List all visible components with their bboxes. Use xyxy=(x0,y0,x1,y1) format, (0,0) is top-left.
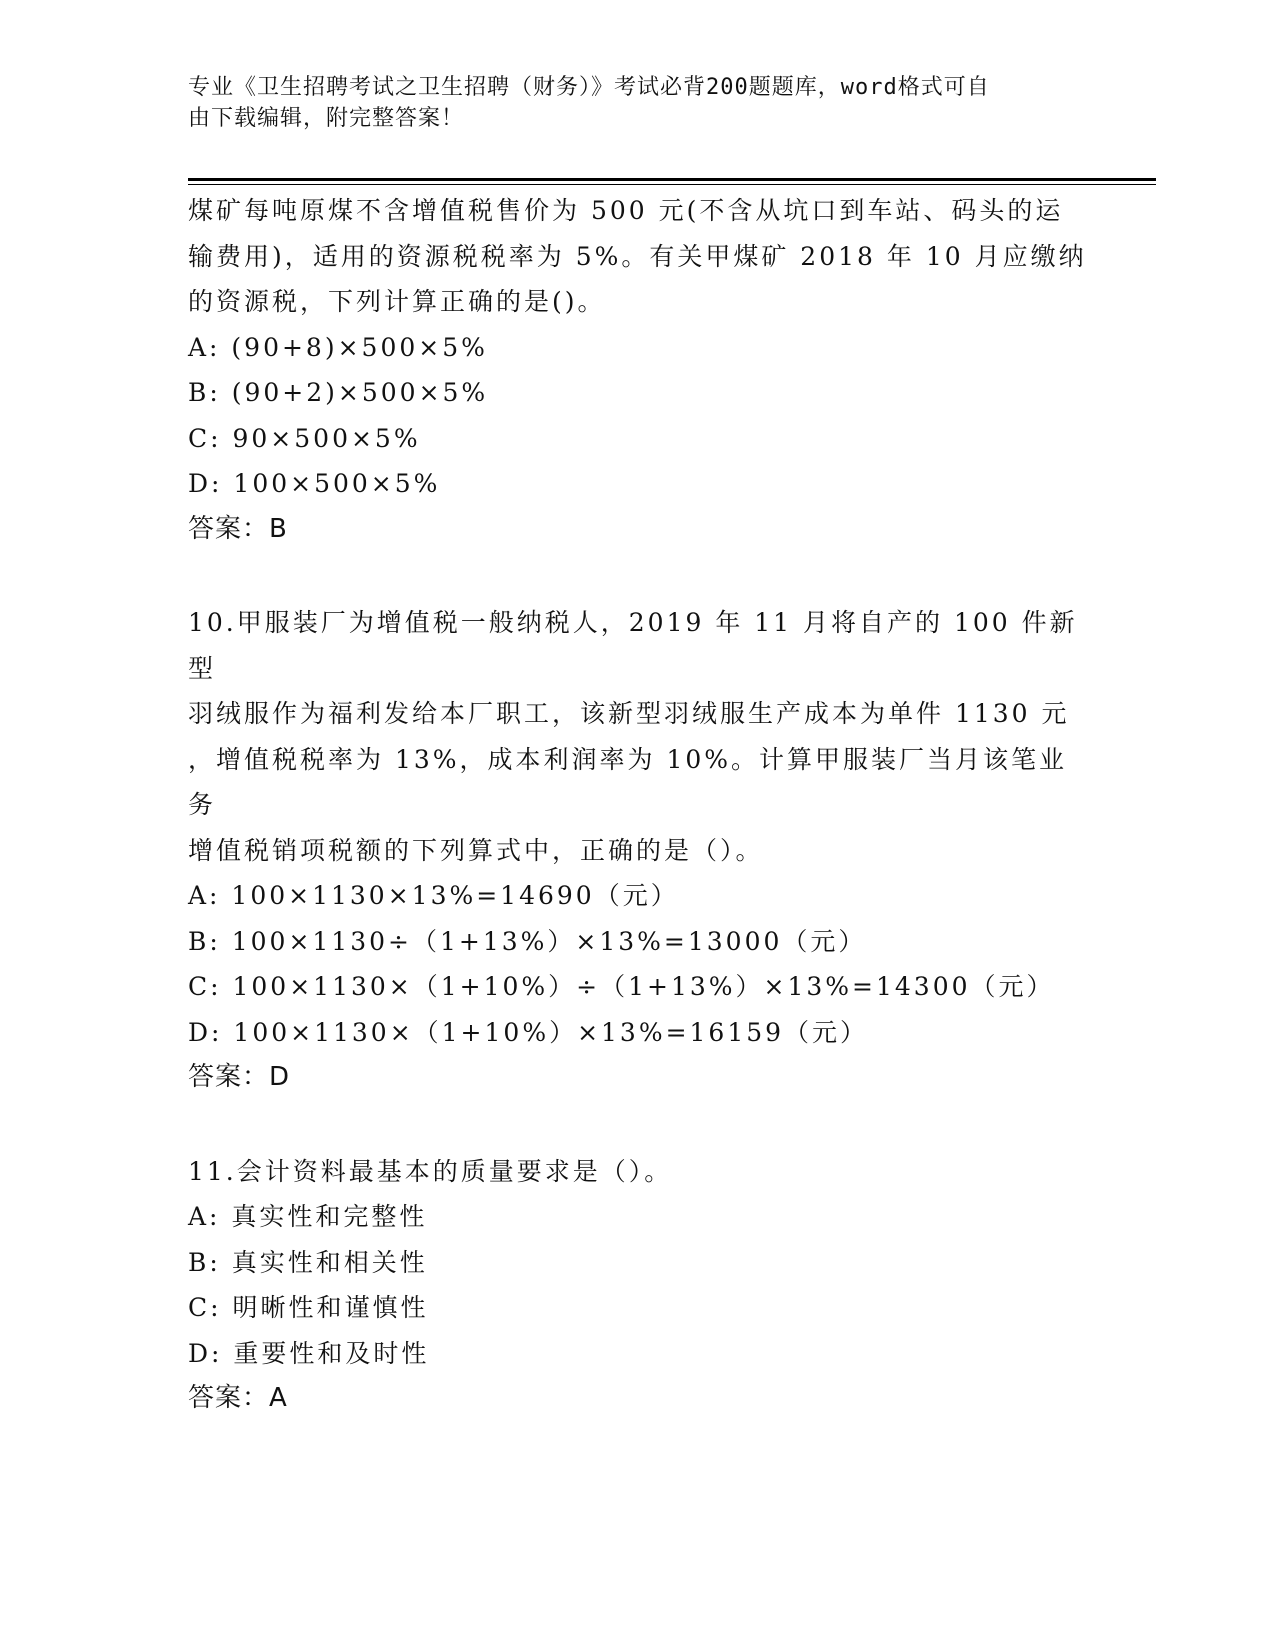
question-stem-line: 煤矿每吨原煤不含增值税售价为 500 元(不含从坑口到车站、码头的运 xyxy=(188,196,1064,225)
spacer xyxy=(188,1101,1088,1149)
option-a: A: (90+8)×500×5% xyxy=(188,332,488,362)
document-body xyxy=(188,188,1088,1422)
header-divider-thin xyxy=(188,184,1156,185)
question-stem-line: 11.会计资料最基本的质量要求是（）。 xyxy=(188,1156,673,1186)
document-header xyxy=(188,72,1068,134)
question-stem-line: 10.甲服装厂为增值税一般纳税人，2019 年 11 月将自产的 100 件新型 xyxy=(188,608,1078,683)
spacer xyxy=(188,552,1088,600)
question-stem-line: 增值税销项税额的下列算式中，正确的是（）。 xyxy=(188,835,764,865)
answer-line: 答案：A xyxy=(188,1383,288,1413)
option-b: B: 100×1130÷（1+13%）×13%=13000（元） xyxy=(188,926,867,956)
question-9 xyxy=(188,188,1088,552)
header-divider-thick xyxy=(188,178,1156,181)
question-10 xyxy=(188,600,1088,1101)
option-c: C: 90×500×5% xyxy=(188,423,421,453)
option-d: D: 重要性和及时性 xyxy=(188,1338,430,1368)
option-a: A: 真实性和完整性 xyxy=(188,1202,428,1231)
option-d: D: 100×500×5% xyxy=(188,469,441,498)
header-line-2: 由下载编辑，附完整答案！ xyxy=(188,106,465,131)
option-d: D: 100×1130×（1+10%）×13%=16159（元） xyxy=(188,1017,869,1047)
header-line-1: 专业《卫生招聘考试之卫生招聘（财务）》考试必背200题题库，word格式可自 xyxy=(188,75,990,100)
question-stem-line: ，增值税税率为 13%，成本利润率为 10%。计算甲服装厂当月该笔业务 xyxy=(188,744,1068,819)
answer-line: 答案：D xyxy=(188,1062,291,1092)
option-b: B: (90+2)×500×5% xyxy=(188,378,489,407)
question-11 xyxy=(188,1149,1088,1422)
answer-line: 答案：B xyxy=(188,513,288,544)
question-stem-line: 输费用)，适用的资源税税率为 5%。有关甲煤矿 2018 年 10 月应缴纳 xyxy=(188,241,1087,271)
question-stem-line: 的资源税，下列计算正确的是()。 xyxy=(188,287,606,316)
option-c: C: 明晰性和谨慎性 xyxy=(188,1293,429,1322)
question-stem-line: 羽绒服作为福利发给本厂职工，该新型羽绒服生产成本为单件 1130 元 xyxy=(188,699,1070,728)
option-a: A: 100×1130×13%=14690（元） xyxy=(188,881,679,910)
option-c: C: 100×1130×（1+10%）÷（1+13%）×13%=14300（元） xyxy=(188,972,1055,1001)
option-b: B: 真实性和相关性 xyxy=(188,1247,428,1277)
